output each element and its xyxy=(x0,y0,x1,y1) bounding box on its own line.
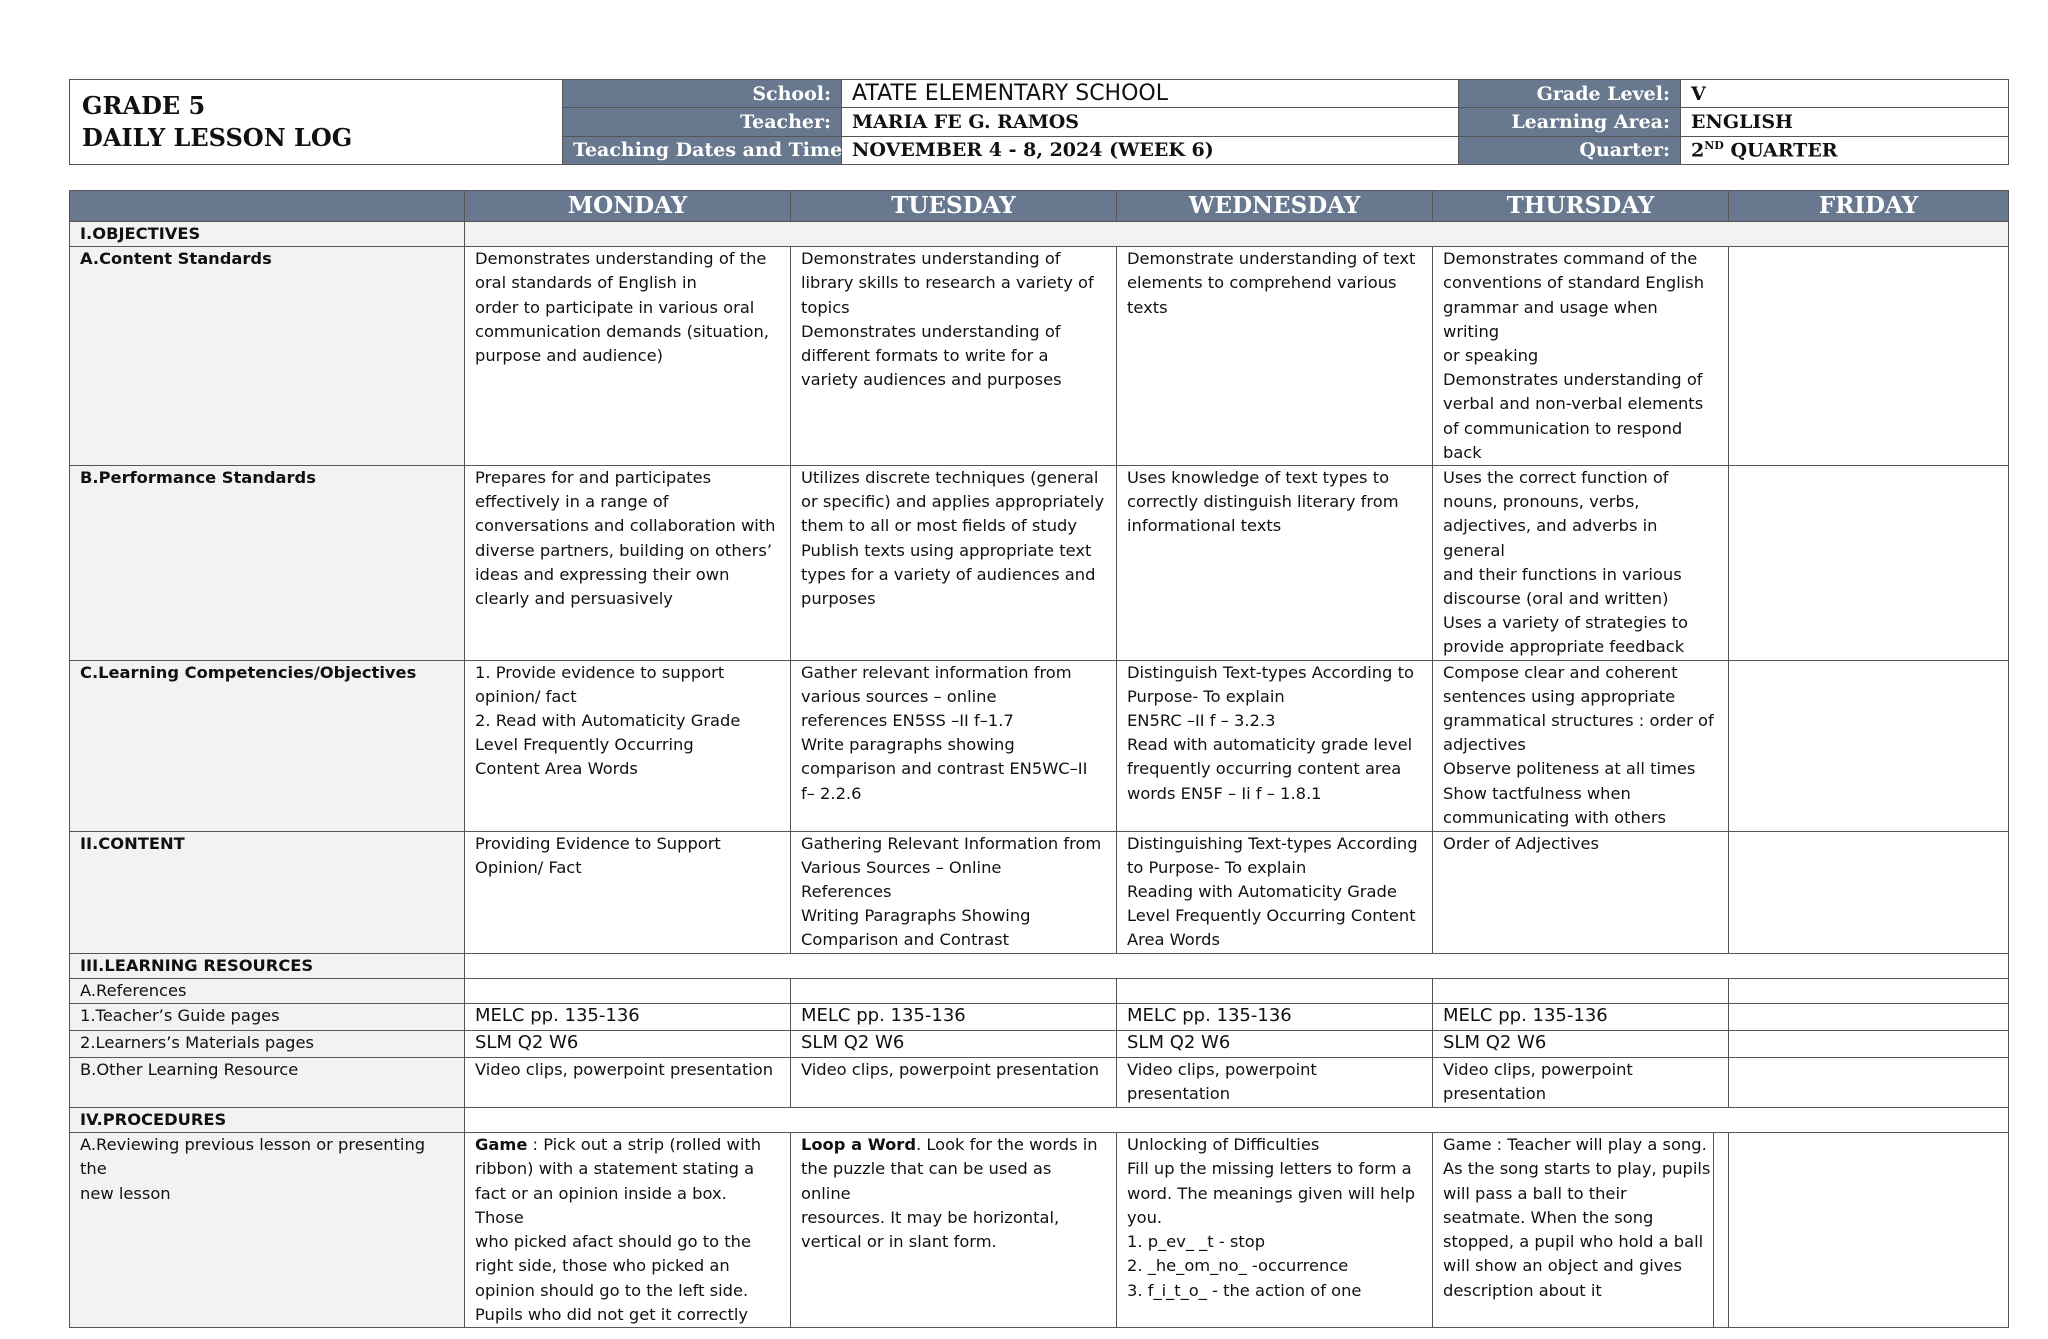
grade-level-label: Grade Level: xyxy=(1459,80,1681,108)
objectives-section-row xyxy=(70,222,2009,247)
quarter-number: 2 xyxy=(1691,139,1705,162)
teacher-label: Teacher: xyxy=(563,108,842,136)
monday-activity-text: : Pick out a strip (rolled with ribbon) with a statement stating a fact or an opinion inside a box. Those who picked afact should go to the right side, those who picked an opinion should go to the left side. Pupils who did not get it correctly xyxy=(475,1135,762,1324)
cell-friday xyxy=(1729,1133,2009,1328)
lesson-log-table xyxy=(69,190,2009,1328)
cell-friday xyxy=(1729,1031,2009,1058)
cell-tuesday: SLM Q2 W6 xyxy=(791,1031,1117,1058)
grade-level-value: V xyxy=(1681,80,2009,108)
day-header-row xyxy=(70,191,2009,222)
cell-wednesday: Unlocking of Difficulties Fill up the missing letters to form a word. The meanings given will help you. 1. p_ev_ _t - stop 2. _he_om_no_ -occurrence 3. f_i_t_o_ - the action of one xyxy=(1117,1133,1433,1328)
cell-thursday: Order of Adjectives xyxy=(1433,831,1729,953)
section-band xyxy=(465,222,2009,247)
cell-thursday: Demonstrates command of the conventions of standard English grammar and usage when writing or speaking Demonstrates understanding of verbal and non-verbal elements of communication to respond back xyxy=(1433,247,1729,466)
cell-monday xyxy=(465,1133,791,1328)
day-friday: FRIDAY xyxy=(1729,191,2009,222)
cell-friday xyxy=(1729,978,2009,1003)
cell-wednesday: Video clips, powerpoint presentation xyxy=(1117,1058,1433,1108)
cell-friday xyxy=(1729,660,2009,831)
cell-wednesday: Distinguish Text-types According to Purpose- To explain EN5RC –II f – 3.2.3 Read with automaticity grade level frequently occurring content area words EN5F – Ii f – 1.8.1 xyxy=(1117,660,1433,831)
cell-wednesday: MELC pp. 135-136 xyxy=(1117,1004,1433,1031)
tuesday-activity-text: . Look for the words in the puzzle that can be used as online resources. It may be horizontal, vertical or in slant form. xyxy=(801,1135,1098,1252)
cell-monday: Video clips, powerpoint presentation xyxy=(465,1058,791,1108)
title-line2: DAILY LESSON LOG xyxy=(82,123,353,152)
cell-wednesday: Distinguishing Text-types According to Purpose- To explain Reading with Automaticity Grade Level Frequently Occurring Content Area Words xyxy=(1117,831,1433,953)
cell-thursday: Video clips, powerpoint presentation xyxy=(1433,1058,1729,1108)
quarter-ordinal: ND xyxy=(1704,139,1724,153)
cell-monday: Demonstrates understanding of the oral standards of English in order to participate in various oral communication demands (situation, purpose and audience) xyxy=(465,247,791,466)
cell-friday xyxy=(1729,247,2009,466)
game-label: Game xyxy=(475,1135,528,1155)
cell-wednesday: SLM Q2 W6 xyxy=(1117,1031,1433,1058)
row-label-reviewing: A.Reviewing previous lesson or presenting the new lesson xyxy=(70,1133,465,1328)
cell-thursday xyxy=(1433,978,1729,1003)
cell-thursday xyxy=(1433,1133,1729,1328)
cell-friday xyxy=(1729,466,2009,661)
day-wednesday: WEDNESDAY xyxy=(1117,191,1433,222)
cell-tuesday: Gathering Relevant Information from Various Sources – Online References Writing Paragraphs Showing Comparison and Contrast xyxy=(791,831,1117,953)
day-tuesday: TUESDAY xyxy=(791,191,1117,222)
school-value: ATATE ELEMENTARY SCHOOL xyxy=(842,80,1459,108)
procedures-section-row xyxy=(70,1108,2009,1133)
school-label: School: xyxy=(563,80,842,108)
loop-a-word-label: Loop a Word xyxy=(801,1135,916,1155)
cell-tuesday xyxy=(791,1133,1117,1328)
section-procedures: IV.PROCEDURES xyxy=(70,1108,465,1133)
section-learning-resources: III.LEARNING RESOURCES xyxy=(70,953,465,978)
header-table xyxy=(69,79,2009,165)
section-band xyxy=(465,1108,2009,1133)
table-row xyxy=(70,978,2009,1003)
log-title xyxy=(70,80,563,165)
section-band xyxy=(465,953,2009,978)
row-label-references: A.References xyxy=(70,978,465,1003)
thursday-activity-text: Game : Teacher will play a song. As the song starts to play, pupils will pass a ball to their seatmate. When the song stopped, a pupil who hold a ball will show an object and gives description about it xyxy=(1443,1135,1711,1300)
day-header-blank xyxy=(70,191,465,222)
quarter-value xyxy=(1681,136,2009,164)
row-label-learners-materials: 2.Learners’s Materials pages xyxy=(70,1031,465,1058)
table-row xyxy=(70,1004,2009,1031)
teaching-dates-value: NOVEMBER 4 - 8, 2024 (WEEK 6) xyxy=(842,136,1459,164)
cell-tuesday: Demonstrates understanding of library skills to research a variety of topics Demonstrates understanding of different formats to write for a variety audiences and purposes xyxy=(791,247,1117,466)
cell-thursday: Uses the correct function of nouns, pronouns, verbs, adjectives, and adverbs in general and their functions in various discourse (oral and written) Uses a variety of strategies to provide appropriate feedback xyxy=(1433,466,1729,661)
row-label-performance-standards: B.Performance Standards xyxy=(70,466,465,661)
row-label-competencies: C.Learning Competencies/Objectives xyxy=(70,660,465,831)
table-row xyxy=(70,660,2009,831)
title-line1: GRADE 5 xyxy=(82,91,206,120)
teacher-value: MARIA FE G. RAMOS xyxy=(842,108,1459,136)
resources-section-row xyxy=(70,953,2009,978)
cell-thursday: Compose clear and coherent sentences using appropriate grammatical structures : order of adjectives Observe politeness at all times Show tactfulness when communicating with others xyxy=(1433,660,1729,831)
cell-friday xyxy=(1729,1058,2009,1108)
cell-tuesday: Utilizes discrete techniques (general or specific) and applies appropriately them to all or most fields of study Publish texts using appropriate text types for a variety of audiences and purposes xyxy=(791,466,1117,661)
cell-divider xyxy=(1713,1133,1714,1328)
row-label-teachers-guide: 1.Teacher’s Guide pages xyxy=(70,1004,465,1031)
cell-tuesday xyxy=(791,978,1117,1003)
cell-wednesday xyxy=(1117,978,1433,1003)
cell-thursday: MELC pp. 135-136 xyxy=(1433,1004,1729,1031)
cell-wednesday: Demonstrate understanding of text elements to comprehend various texts xyxy=(1117,247,1433,466)
row-label-other-resources: B.Other Learning Resource xyxy=(70,1058,465,1108)
quarter-text: QUARTER xyxy=(1723,139,1838,162)
table-row xyxy=(70,1031,2009,1058)
cell-tuesday: MELC pp. 135-136 xyxy=(791,1004,1117,1031)
section-objectives: I.OBJECTIVES xyxy=(70,222,465,247)
row-label-content-standards: A.Content Standards xyxy=(70,247,465,466)
cell-monday: 1. Provide evidence to support opinion/ fact 2. Read with Automaticity Grade Level Frequently Occurring Content Area Words xyxy=(465,660,791,831)
cell-thursday: SLM Q2 W6 xyxy=(1433,1031,1729,1058)
day-thursday: THURSDAY xyxy=(1433,191,1729,222)
cell-tuesday: Video clips, powerpoint presentation xyxy=(791,1058,1117,1108)
cell-friday xyxy=(1729,1004,2009,1031)
row-label-content: II.CONTENT xyxy=(70,831,465,953)
quarter-label: Quarter: xyxy=(1459,136,1681,164)
cell-monday: MELC pp. 135-136 xyxy=(465,1004,791,1031)
learning-area-label: Learning Area: xyxy=(1459,108,1681,136)
cell-monday: SLM Q2 W6 xyxy=(465,1031,791,1058)
table-row xyxy=(70,831,2009,953)
table-row xyxy=(70,466,2009,661)
table-row xyxy=(70,1133,2009,1328)
cell-tuesday: Gather relevant information from various sources – online references EN5SS –II f–1.7 Write paragraphs showing comparison and contrast EN5WC–II f– 2.2.6 xyxy=(791,660,1117,831)
cell-monday: Providing Evidence to Support Opinion/ Fact xyxy=(465,831,791,953)
cell-wednesday: Uses knowledge of text types to correctly distinguish literary from informational texts xyxy=(1117,466,1433,661)
cell-monday: Prepares for and participates effectively in a range of conversations and collaboration with diverse partners, building on others’ ideas and expressing their own clearly and persuasively xyxy=(465,466,791,661)
cell-friday xyxy=(1729,831,2009,953)
learning-area-value: ENGLISH xyxy=(1681,108,2009,136)
day-monday: MONDAY xyxy=(465,191,791,222)
table-row xyxy=(70,1058,2009,1108)
cell-monday xyxy=(465,978,791,1003)
table-row xyxy=(70,247,2009,466)
teaching-dates-label: Teaching Dates and Time: xyxy=(563,136,842,164)
